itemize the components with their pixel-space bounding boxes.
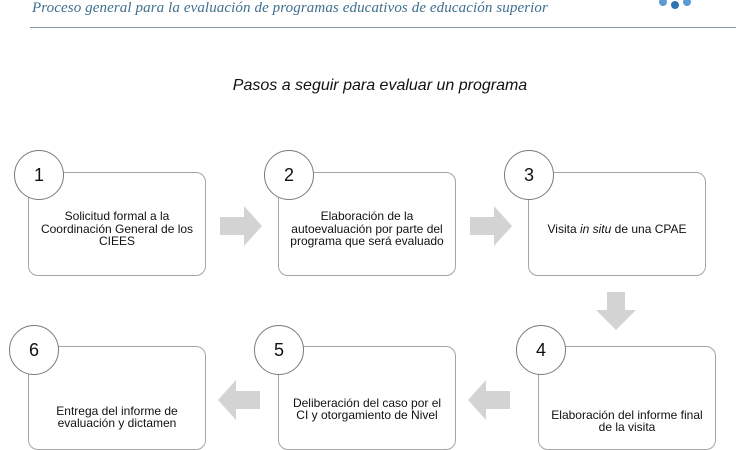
step-text-4: Elaboración del informe final de la visita <box>551 407 703 434</box>
step-text-3-start: Visita <box>547 221 580 236</box>
arrow-down-icon <box>596 292 636 330</box>
header-divider <box>30 27 736 28</box>
step-text-5: Deliberación del caso por el CI y otorgamiento de Nivel <box>292 395 442 422</box>
diagram-title: Pasos a seguir para evaluar un programa <box>232 77 528 94</box>
step-number-3: 3 <box>504 150 554 200</box>
step-number-4: 4 <box>516 325 566 375</box>
step-number-1: 1 <box>14 150 64 200</box>
arrow-right-icon <box>220 206 262 246</box>
step-text-3-end: de una CPAE <box>611 221 687 236</box>
step-text-6: Entrega del informe de evaluación y dictamen <box>56 403 178 430</box>
step-number-2: 2 <box>264 150 314 200</box>
step-text-3 <box>548 223 687 236</box>
step-text-2: Elaboración de la autoevaluación por parte del programa que será evaluado <box>290 209 444 249</box>
step-text-3-italic: in situ <box>579 221 612 236</box>
arrow-left-icon <box>468 380 510 420</box>
step-box-4 <box>538 346 716 450</box>
arrow-right-icon <box>470 206 512 246</box>
ciees-logo-icon <box>650 0 710 10</box>
step-number-6: 6 <box>9 325 59 375</box>
step-box-5 <box>278 346 456 450</box>
step-box-3 <box>528 172 706 276</box>
step-number-5: 5 <box>254 325 304 375</box>
arrow-left-icon <box>218 380 260 420</box>
step-text-1: Solicitud formal a la Coordinación General de los CIEES <box>40 209 194 249</box>
header-title: Proceso general para la evaluación de programas educativos de educación superior <box>32 0 548 16</box>
